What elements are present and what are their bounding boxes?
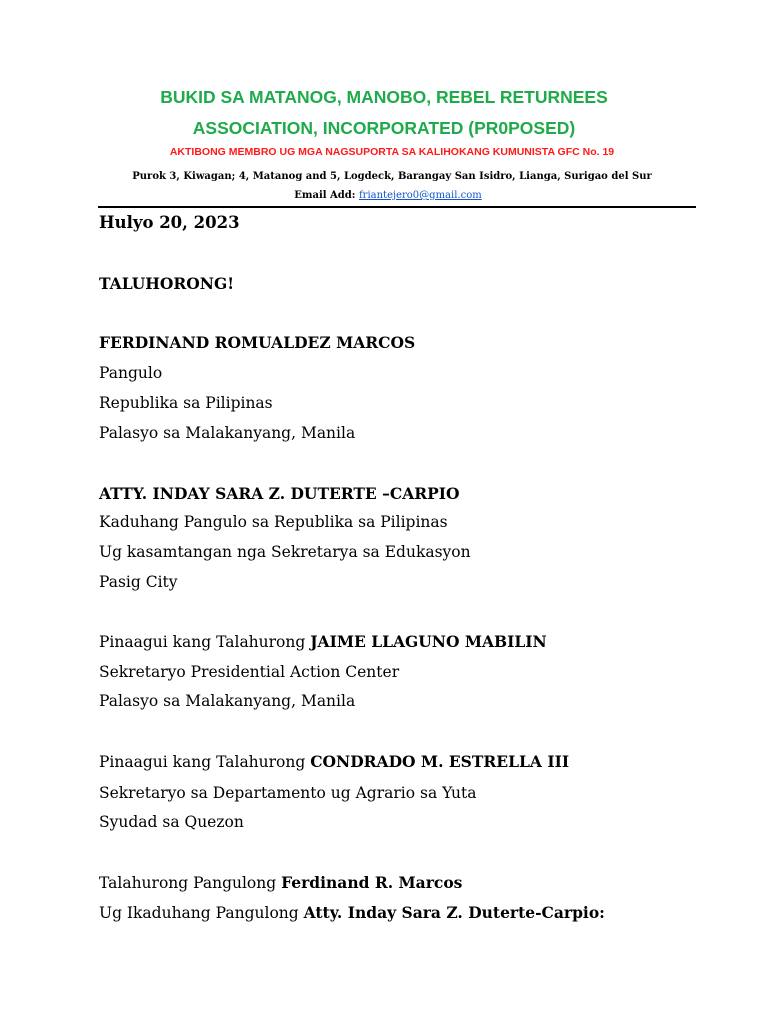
greeting-line1-name: Ferdinand R. Marcos	[281, 873, 463, 892]
via1-name: JAIME LLAGUNO MABILIN	[310, 632, 547, 651]
email-label: Email Add:	[294, 190, 359, 201]
recipient1-name: FERDINAND ROMUALDEZ MARCOS	[99, 333, 416, 352]
via2-line2: Syudad sa Quezon	[99, 813, 244, 831]
letter-date: Hulyo 20, 2023	[99, 213, 240, 232]
recipient2-line3: Pasig City	[99, 573, 178, 591]
recipient1-line2: Republika sa Pilipinas	[99, 394, 273, 412]
org-address: Purok 3, Kiwagan; 4, Matanog and 5, Logdeck, Barangay San Isidro, Lianga, Surigao del Sur	[132, 171, 652, 182]
recipient1-line1: Pangulo	[99, 364, 163, 382]
via1-line2: Palasyo sa Malakanyang, Manila	[99, 692, 356, 710]
recipient1-line3: Palasyo sa Malakanyang, Manila	[99, 424, 356, 442]
greeting-line2-name: Atty. Inday Sara Z. Duterte-Carpio:	[303, 903, 605, 922]
email-link[interactable]: friantejero0@gmail.com	[358, 190, 482, 201]
recipient2-line2: Ug kasamtangan nga Sekretarya sa Edukasyon	[99, 543, 471, 561]
via2-line1: Sekretaryo sa Departamento ug Agrario sa Yuta	[99, 784, 477, 802]
recipient2-line1: Kaduhang Pangulo sa Republika sa Pilipinas	[99, 513, 448, 531]
via1-line1: Sekretaryo Presidential Action Center	[99, 663, 400, 681]
org-subtitle: AKTIBONG MEMBRO UG MGA NAGSUPORTA SA KALIHOKANG KUMUNISTA GFC No. 19	[169, 146, 615, 158]
greeting-line1-prefix: Talahurong Pangulong	[99, 874, 282, 892]
org-name-line-2: ASSOCIATION, INCORPORATED (PR0POSED)	[192, 118, 576, 138]
via2-prefix: Pinaagui kang Talahurong	[99, 753, 311, 771]
via2-heading	[99, 754, 569, 771]
greeting-line1	[99, 875, 462, 892]
org-name-line-1: BUKID SA MATANOG, MANOBO, REBEL RETURNEES	[160, 87, 608, 107]
via1-prefix: Pinaagui kang Talahurong	[99, 633, 311, 651]
letterhead-divider	[98, 206, 696, 208]
greeting-line2	[99, 905, 605, 922]
salutation-head: TALUHORONG!	[99, 274, 235, 293]
recipient2-name: ATTY. INDAY SARA Z. DUTERTE –CARPIO	[99, 484, 460, 503]
email-line	[0, 190, 768, 201]
greeting-line2-prefix: Ug Ikaduhang Pangulong	[99, 904, 304, 922]
via2-name: CONDRADO M. ESTRELLA III	[310, 752, 570, 771]
via1-heading	[99, 634, 547, 651]
